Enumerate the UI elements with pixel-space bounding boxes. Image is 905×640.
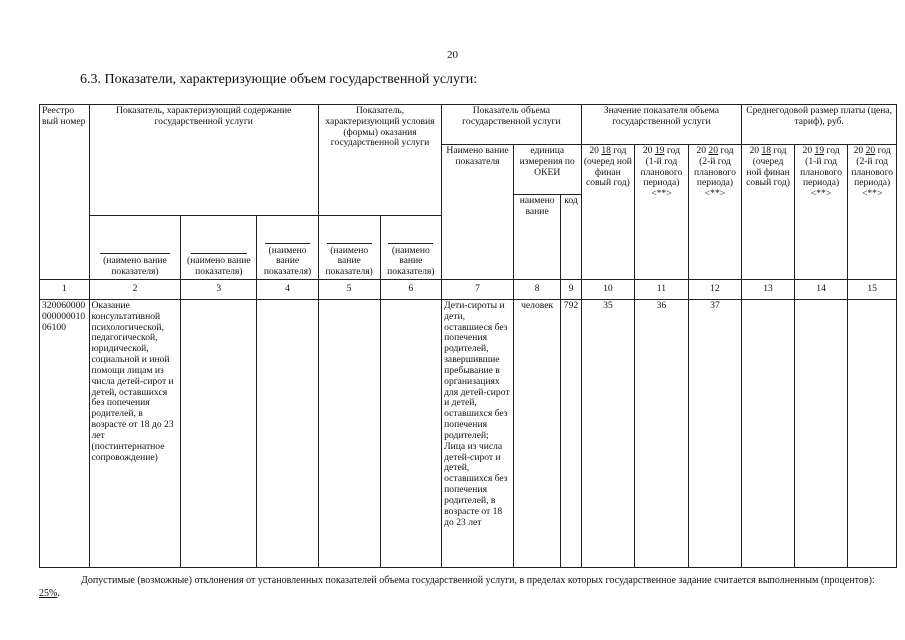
header-fee-second-plan-year: (2-й год планового периода) <**> (851, 155, 894, 200)
sub-indicator-col-5: (наимено вание показателя) (318, 216, 380, 280)
header-unit-code: код (561, 195, 581, 280)
column-number: 4 (257, 280, 319, 300)
header-volume-value: Значение показателя объема государственной услуги (581, 105, 742, 145)
value-2019-cell: 36 (635, 300, 689, 568)
empty-cell (742, 300, 795, 568)
column-number: 11 (635, 280, 689, 300)
empty-cell (318, 300, 380, 568)
header-indicator-name: Наимено вание показателя (442, 145, 514, 280)
unit-code-cell: 792 (561, 300, 581, 568)
empty-cell (257, 300, 319, 568)
column-number: 5 (318, 280, 380, 300)
header-fee-current-fin-year: (очеред ной финан совый год) (746, 155, 790, 189)
column-number: 9 (561, 280, 581, 300)
header-content-indicator: Показатель, характеризующий содержание государственной услуги (89, 105, 318, 216)
header-unit-okei: единица измерения по ОКЕИ (513, 145, 581, 195)
footnote-end: . (57, 588, 60, 599)
column-number: 6 (380, 280, 442, 300)
value-2018-cell: 35 (581, 300, 635, 568)
sub-indicator-col-2: (наимено вание показателя) (89, 216, 181, 280)
header-avg-fee: Среднегодовой размер платы (цена, тариф), руб. (742, 105, 897, 145)
column-number: 10 (581, 280, 635, 300)
header-fee-year-2020: 20 20 год (2-й год планового периода) <**> (848, 145, 897, 280)
header-conditions-indicator: Показатель, характеризующий условия (формы) оказания государственной услуги (318, 105, 441, 216)
empty-cell (380, 300, 442, 568)
value-2020-cell: 37 (688, 300, 742, 568)
column-number: 7 (442, 280, 514, 300)
sub-indicator-col-3: (наимено вание показателя) (181, 216, 257, 280)
column-number: 2 (89, 280, 181, 300)
indicator-name-cell: Дети-сироты и дети, оставшиеся без попечения родителей, завершившие пребывание в организациях для детей-сирот и детей, оставшихся без попечения родителей; Лица из числа детей-сирот и детей, оставшихся без попечения родителей, в возрасте от 18 до 23 лет (442, 300, 514, 568)
header-fee-year-2018: 20 18 год (очеред ной финан совый год) (742, 145, 795, 280)
page-number: 20 (447, 49, 458, 61)
column-number: 12 (688, 280, 742, 300)
header-fee-first-plan-year: (1-й год планового периода) <**> (800, 155, 842, 200)
header-fee-year-2019: 20 19 год (1-й год планового периода) <**> (794, 145, 848, 280)
unit-name-cell: человек (513, 300, 560, 568)
table-row (40, 300, 897, 568)
header-second-plan-year: (2-й год планового периода) <**> (694, 155, 736, 200)
header-volume-indicator: Показатель объема государственной услуги (442, 105, 581, 145)
header-unit-name: наимено вание (513, 195, 560, 280)
header-first-plan-year: (1-й год планового периода) <**> (640, 155, 683, 200)
volume-indicators-table (39, 104, 897, 568)
column-number: 3 (181, 280, 257, 300)
column-number: 8 (513, 280, 560, 300)
header-registry-number: Реестро вый номер (40, 105, 90, 280)
empty-cell (848, 300, 897, 568)
header-year-2020: 20 20 год (2-й год планового периода) <**> (688, 145, 742, 280)
column-number: 1 (40, 280, 90, 300)
header-current-fin-year: (очеред ной финан совый год) (583, 155, 632, 189)
footnote-percent: 25% (39, 588, 58, 599)
column-number: 15 (848, 280, 897, 300)
registry-number-cell: 320060000000000010 06100 (40, 300, 90, 568)
empty-cell (181, 300, 257, 568)
header-year-2018: 20 18 год (очеред ной финан совый год) (581, 145, 635, 280)
section-title: 6.3. Показатели, характеризующие объем государственной услуги: (80, 72, 478, 87)
sub-indicator-col-6: (наимено вание показателя) (380, 216, 442, 280)
header-year-2019: 20 19 год (1-й год планового периода) <**> (635, 145, 689, 280)
sub-indicator-col-4: (наимено вание показателя) (257, 216, 319, 280)
footnote (39, 574, 897, 600)
empty-cell (794, 300, 848, 568)
footnote-text: Допустимые (возможные) отклонения от установленных показателей объема государственной услуги, в пределах которых государственное задание считается выполненным (процентов): (81, 575, 875, 586)
column-number: 14 (794, 280, 848, 300)
service-content-cell: Оказание консультативной психологической, педагогической, юридической, социальной и иной помощи лицам из числа детей-сирот и детей, оставшихся без попечения родителей, в возрасте от 18 до 23 лет (постинтернатное сопровождение) (89, 300, 181, 568)
column-number: 13 (742, 280, 795, 300)
